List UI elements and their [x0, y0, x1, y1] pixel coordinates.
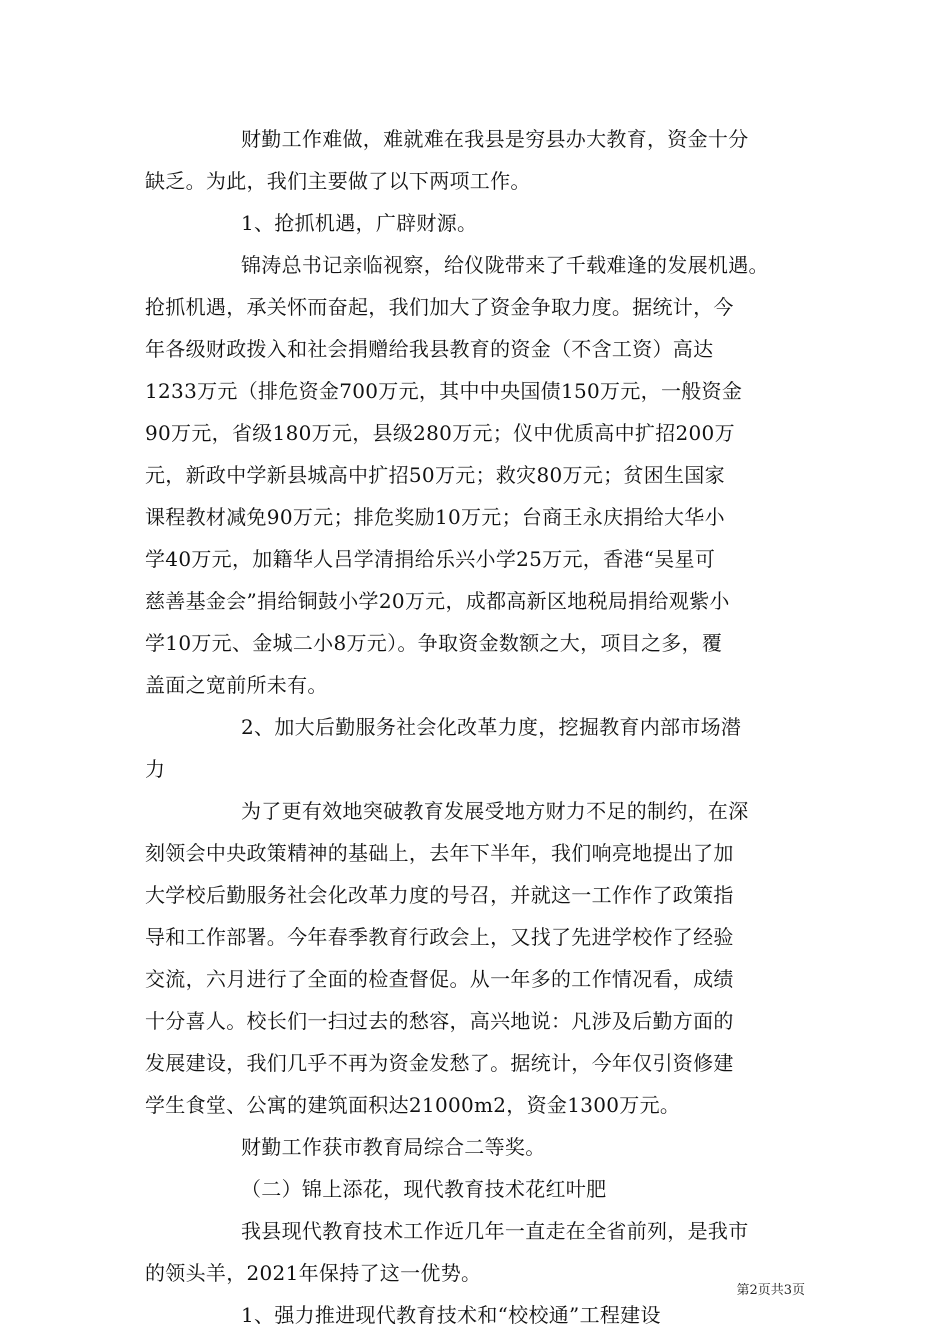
text-line: 90万元，省级180万元，县级280万元；仪中优质高中扩招200万 — [145, 421, 735, 445]
text-line: 盖面之宽前所未有。 — [145, 673, 328, 697]
text-line: 课程教材减免90万元；排危奖励10万元；台商王永庆捐给大华小 — [145, 505, 725, 529]
text-line: （二）锦上添花，现代教育技术花红叶肥 — [241, 1177, 607, 1201]
text-line: 1、抢抓机遇，广辟财源。 — [241, 211, 478, 235]
text-line: 学生食堂、公寓的建筑面积达21000m2，资金1300万元。 — [145, 1093, 681, 1117]
text-line: 缺乏。为此，我们主要做了以下两项工作。 — [145, 169, 531, 193]
text-line: 大学校后勤服务社会化改革力度的号召，并就这一工作作了政策指 — [145, 883, 734, 907]
text-line: 导和工作部署。今年春季教育行政会上，又找了先进学校作了经验 — [145, 925, 734, 949]
text-line: 年各级财政拨入和社会捐赠给我县教育的资金（不含工资）高达 — [145, 337, 714, 361]
text-line: 2、加大后勤服务社会化改革力度，挖掘教育内部市场潜 — [241, 715, 742, 739]
page-number: 第2页共3页 — [736, 1283, 805, 1298]
text-line: 的领头羊，2021年保持了这一优势。 — [145, 1261, 482, 1285]
text-line: 我县现代教育技术工作近几年一直走在全省前列，是我市 — [241, 1219, 749, 1243]
text-line: 学10万元、金城二小8万元）。争取资金数额之大，项目之多，覆 — [145, 631, 723, 655]
text-line: 学40万元，加籍华人吕学清捐给乐兴小学25万元，香港“吴星可 — [145, 547, 716, 571]
text-line: 交流，六月进行了全面的检查督促。从一年多的工作情况看，成绩 — [145, 967, 734, 991]
text-line: 1、强力推进现代教育技术和“校校通”工程建设 — [241, 1303, 661, 1327]
text-line: 锦涛总书记亲临视察，给仪陇带来了千载难逢的发展机遇。 — [241, 253, 769, 277]
document-body — [145, 118, 805, 1336]
text-line: 抢抓机遇，承关怀而奋起，我们加大了资金争取力度。据统计，今 — [145, 295, 734, 319]
text-line: 元，新政中学新县城高中扩招50万元；救灾80万元；贫困生国家 — [145, 463, 725, 487]
text-line: 力 — [145, 757, 166, 781]
text-line: 财勤工作获市教育局综合二等奖。 — [241, 1135, 546, 1159]
text-line: 十分喜人。校长们一扫过去的愁容，高兴地说：凡涉及后勤方面的 — [145, 1009, 734, 1033]
text-line: 1233万元（排危资金700万元，其中中央国债150万元，一般资金 — [145, 379, 743, 403]
text-line: 为了更有效地突破教育发展受地方财力不足的制约，在深 — [241, 799, 749, 823]
text-line: 发展建设，我们几乎不再为资金发愁了。据统计，今年仅引资修建 — [145, 1051, 734, 1075]
text-line: 慈善基金会”捐给铜鼓小学20万元，成都高新区地税局捐给观紫小 — [145, 589, 730, 613]
text-line: 财勤工作难做，难就难在我县是穷县办大教育，资金十分 — [241, 127, 749, 151]
text-line: 刻领会中央政策精神的基础上，去年下半年，我们响亮地提出了加 — [145, 841, 734, 865]
